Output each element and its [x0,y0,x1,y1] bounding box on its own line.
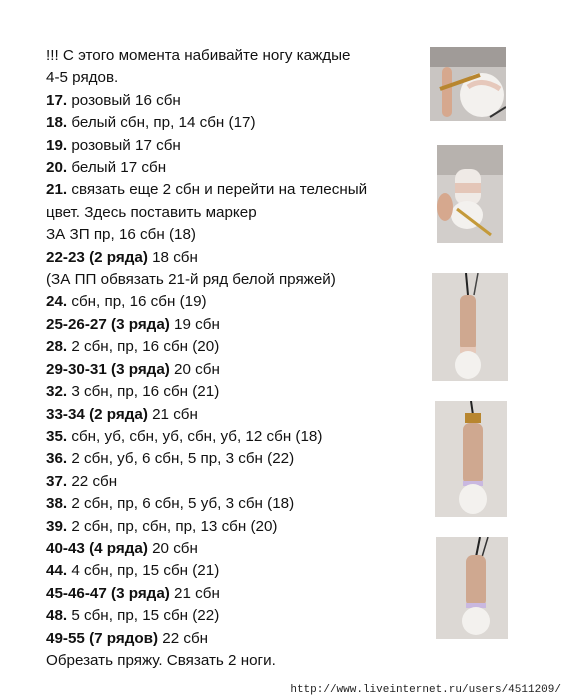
pattern-row [46,493,418,515]
pattern-row [46,112,418,134]
row-instruction: 4 сбн, пр, 15 сбн (21) [67,562,220,580]
row-number: 17. [46,91,68,109]
row-instruction: 2 сбн, пр, 6 сбн, 5 уб, 3 сбн (18) [67,495,295,513]
pattern-row [46,448,418,470]
row-number: 24. [46,293,68,311]
progress-photo-3 [432,273,508,381]
pattern-row [46,224,418,246]
pattern-row [46,628,418,650]
pattern-row [46,157,418,179]
pattern-row [46,583,418,605]
row-number: 45-46-47 (3 ряда) [46,584,170,602]
progress-photo-1 [430,47,506,121]
row-list [46,90,418,650]
row-number: 22-23 (2 ряда) [46,248,148,266]
progress-photo-5 [436,537,508,639]
pattern-row [46,560,418,582]
row-number: 48. [46,607,68,625]
pattern-row [46,135,418,157]
row-number: 20. [46,159,68,177]
row-number: 39. [46,517,68,535]
row-instruction: 5 сбн, пр, 15 сбн (22) [67,607,220,625]
row-number: 28. [46,338,68,356]
row-instruction: 18 сбн [147,248,198,266]
pattern-row [46,314,418,336]
intro-line-2: 4-5 рядов. [46,69,119,87]
row-instruction: 22 сбн [158,629,209,647]
pattern-row [46,291,418,313]
row-number: 21. [46,181,68,199]
row-number: 32. [46,383,68,401]
pattern-row [46,359,418,381]
row-instruction: розовый 17 сбн [67,136,181,154]
pattern-row [46,605,418,627]
row-instruction: сбн, пр, 16 сбн (19) [67,293,207,311]
row-number: 18. [46,114,68,132]
row-instruction: 2 сбн, уб, 6 сбн, 5 пр, 3 сбн (22) [67,450,295,468]
row-number: 38. [46,495,68,513]
row-instruction: 22 сбн [67,472,118,490]
pattern-row [46,90,418,112]
row-instruction: 20 сбн [169,360,220,378]
row-instruction: 21 сбн [169,584,220,602]
row-number: 35. [46,427,68,445]
outro-line: Обрезать пряжу. Связать 2 ноги. [46,651,276,669]
pattern-text [46,45,418,672]
pattern-row [46,471,418,493]
row-instruction: цвет. Здесь поставить маркер [46,203,257,221]
row-number: 37. [46,472,68,490]
row-instruction: розовый 16 сбн [67,91,181,109]
row-instruction: белый 17 сбн [67,159,167,177]
source-watermark: http://www.liveinternet.ru/users/4511209/ [290,684,561,696]
row-instruction: 20 сбн [147,539,198,557]
pattern-row [46,381,418,403]
progress-photo-4 [435,401,507,517]
pattern-row [46,202,418,224]
row-instruction: 2 сбн, пр, сбн, пр, 13 сбн (20) [67,517,278,535]
pattern-row [46,538,418,560]
pattern-row [46,516,418,538]
row-number: 29-30-31 (3 ряда) [46,360,170,378]
row-number: 25-26-27 (3 ряда) [46,315,170,333]
row-instruction: связать еще 2 сбн и перейти на телесный [67,181,368,199]
intro-line-1: !!! С этого момента набивайте ногу каждые [46,47,351,64]
row-number: 36. [46,450,68,468]
pattern-row [46,404,418,426]
row-instruction: 3 сбн, пр, 16 сбн (21) [67,383,220,401]
row-number: 49-55 (7 рядов) [46,629,159,647]
pattern-row [46,269,418,291]
pattern-row [46,179,418,201]
row-instruction: ЗА ЗП пр, 16 сбн (18) [46,226,196,244]
row-instruction: 2 сбн, пр, 16 сбн (20) [67,338,220,356]
pattern-row [46,336,418,358]
row-instruction: сбн, уб, сбн, уб, сбн, уб, 12 сбн (18) [67,427,323,445]
row-instruction: 21 сбн [147,405,198,423]
row-number: 33-34 (2 ряда) [46,405,148,423]
row-number: 40-43 (4 ряда) [46,539,148,557]
pattern-row [46,426,418,448]
row-number: 19. [46,136,68,154]
row-instruction: 19 сбн [169,315,220,333]
progress-photo-2 [437,145,503,243]
row-instruction: (ЗА ПП обвязать 21-й ряд белой пряжей) [46,271,336,289]
row-number: 44. [46,562,68,580]
pattern-row [46,247,418,269]
row-instruction: белый сбн, пр, 14 сбн (17) [67,114,256,132]
